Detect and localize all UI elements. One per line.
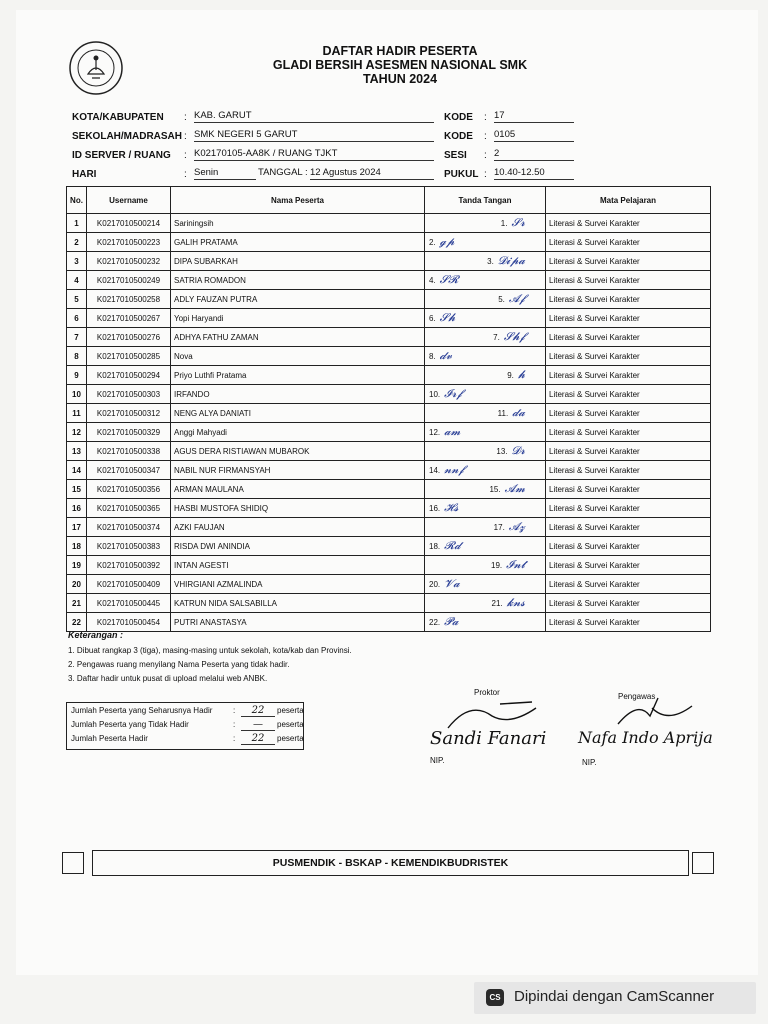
row-signature-mark: 𝓴𝓷𝓼 [506,596,525,609]
row-signature-cell [425,613,546,632]
sekolah-value: SMK NEGERI 5 GARUT [194,129,434,142]
row-username: K0217010500347 [87,461,171,480]
keterangan-title: Keterangan : [68,630,124,640]
row-signature-mark: 𝓢𝓻 [511,216,525,229]
row-signature-cell [425,214,546,233]
row-nama: DIPA SUBARKAH [171,252,425,271]
row-nama: KATRUN NIDA SALSABILLA [171,594,425,613]
row-nama: AZKI FAUJAN [171,518,425,537]
row-no: 17 [67,518,87,537]
row-signature-wrap [429,577,541,591]
sesi-value: 2 [494,148,574,161]
row-signature-wrap [429,615,541,629]
row-username: K0217010500214 [87,214,171,233]
colon: : [184,150,187,161]
table-row [67,499,711,518]
tidak-hadir-value: — [241,719,275,731]
row-signature-wrap [429,406,541,420]
footer-left-square [62,852,84,874]
row-signature-cell [425,328,546,347]
row-no: 11 [67,404,87,423]
row-signature-mark: 𝓰𝓹 [439,235,455,248]
row-signature-cell [425,442,546,461]
table-row [67,480,711,499]
table-header-row [67,187,711,214]
camscanner-watermark [474,982,756,1014]
table-row [67,537,711,556]
row-signature-wrap [429,539,541,553]
kode2-label: KODE [444,131,473,142]
row-username: K0217010500338 [87,442,171,461]
row-signature-number: 22. [429,618,441,627]
colon: : [233,720,236,729]
colon: : [484,169,487,180]
row-no: 4 [67,271,87,290]
row-signature-cell [425,404,546,423]
row-no: 22 [67,613,87,632]
table-row [67,309,711,328]
row-nama: Yopi Haryandi [171,309,425,328]
row-no: 19 [67,556,87,575]
row-nama: RISDA DWI ANINDIA [171,537,425,556]
attendance-count-box [66,702,304,750]
kota-label: KOTA/KABUPATEN [72,112,164,123]
row-mata-pelajaran: Literasi & Survei Karakter [546,404,711,423]
tut-wuri-handayani-logo [68,40,124,96]
row-signature-number: 7. [493,333,500,342]
row-signature-wrap [429,368,541,382]
row-mata-pelajaran: Literasi & Survei Karakter [546,613,711,632]
row-mata-pelajaran: Literasi & Survei Karakter [546,347,711,366]
row-username: K0217010500329 [87,423,171,442]
row-signature-wrap [429,444,541,458]
footer-right-square [692,852,714,874]
unit-label: peserta [277,720,304,729]
row-signature-mark: 𝓢𝓱 [439,311,456,324]
row-signature-number: 5. [498,295,505,304]
row-mata-pelajaran: Literasi & Survei Karakter [546,594,711,613]
row-signature-wrap [429,349,541,363]
row-signature-mark: 𝓭𝓪 [512,406,525,419]
row-signature-wrap [429,501,541,515]
row-signature-cell [425,309,546,328]
table-row [67,290,711,309]
hadir-value: 22 [241,733,275,745]
row-signature-cell [425,271,546,290]
row-signature-mark: 𝓡𝓭 [444,539,461,552]
row-no: 14 [67,461,87,480]
pukul-value: 10.40-12.50 [494,167,574,180]
table-row [67,328,711,347]
row-signature-number: 10. [429,390,441,399]
keterangan-item: 1. Dibuat rangkap 3 (tiga), masing-masing untuk sekolah, kota/kab dan Provinsi. [68,646,352,655]
table-row [67,556,711,575]
tanggal-label: TANGGAL : [258,167,308,178]
unit-label: peserta [277,734,304,743]
row-username: K0217010500258 [87,290,171,309]
row-signature-number: 2. [429,238,436,247]
colon: : [233,706,236,715]
row-signature-cell [425,461,546,480]
row-nama: PUTRI ANASTASYA [171,613,425,632]
row-signature-number: 3. [487,257,494,266]
row-signature-wrap [429,254,541,268]
row-no: 7 [67,328,87,347]
table-row [67,575,711,594]
nip-label-pengawas: NIP. [582,758,597,767]
row-signature-number: 16. [429,504,441,513]
row-signature-cell [425,233,546,252]
row-signature-number: 1. [500,219,508,228]
row-nama: Priyo Luthfi Pratama [171,366,425,385]
row-signature-number: 14. [429,466,441,475]
row-signature-number: 19. [491,561,503,570]
row-signature-cell [425,575,546,594]
row-nama: INTAN AGESTI [171,556,425,575]
table-row [67,385,711,404]
table-row [67,233,711,252]
row-signature-mark: 𝓪𝓶 [444,425,461,438]
row-no: 13 [67,442,87,461]
unit-label: peserta [277,706,304,715]
row-no: 15 [67,480,87,499]
sekolah-label: SEKOLAH/MADRASAH [72,131,182,142]
row-mata-pelajaran: Literasi & Survei Karakter [546,423,711,442]
tanggal-value: 12 Agustus 2024 [310,167,434,180]
row-nama: ADHYA FATHU ZAMAN [171,328,425,347]
row-signature-mark: 𝓐𝓯 [508,292,525,305]
row-signature-cell [425,594,546,613]
hari-label: HARI [72,169,97,180]
row-username: K0217010500223 [87,233,171,252]
row-mata-pelajaran: Literasi & Survei Karakter [546,480,711,499]
row-username: K0217010500409 [87,575,171,594]
colon: : [184,131,187,142]
row-signature-number: 4. [429,276,436,285]
row-signature-wrap [429,463,541,477]
table-row [67,271,711,290]
row-signature-number: 17. [493,523,505,532]
pengawas-signature-stroke [608,694,698,730]
row-signature-mark: 𝓭𝓿 [439,349,452,362]
col-header-username: Username [87,187,171,214]
row-signature-number: 12. [429,428,441,437]
row-signature-wrap [429,558,541,572]
row-nama: NABIL NUR FIRMANSYAH [171,461,425,480]
attendance-table [66,186,711,632]
row-signature-mark: 𝓟𝓪 [444,615,459,628]
tidak-hadir-label: Jumlah Peserta yang Tidak Hadir [71,720,189,729]
row-signature-wrap [429,330,541,344]
hadir-label: Jumlah Peserta Hadir [71,734,148,743]
row-signature-mark: 𝓱 [517,368,525,381]
row-nama: Anggi Mahyadi [171,423,425,442]
table-row [67,347,711,366]
row-mata-pelajaran: Literasi & Survei Karakter [546,290,711,309]
table-row [67,613,711,632]
row-username: K0217010500392 [87,556,171,575]
camscanner-text: Dipindai dengan CamScanner [514,988,715,1005]
row-no: 8 [67,347,87,366]
row-no: 16 [67,499,87,518]
doc-title-line2: GLADI BERSIH ASESMEN NASIONAL SMK [272,58,528,72]
row-signature-number: 20. [429,580,441,589]
row-nama: HASBI MUSTOFA SHIDIQ [171,499,425,518]
row-signature-cell [425,537,546,556]
colon: : [484,112,487,123]
server-label: ID SERVER / RUANG [72,150,171,161]
kota-value: KAB. GARUT [194,110,434,123]
row-no: 18 [67,537,87,556]
row-signature-number: 8. [429,352,436,361]
row-no: 20 [67,575,87,594]
row-signature-cell [425,290,546,309]
row-signature-number: 18. [429,542,441,551]
table-row [67,404,711,423]
colon: : [233,734,236,743]
row-mata-pelajaran: Literasi & Survei Karakter [546,442,711,461]
table-row [67,252,711,271]
row-signature-wrap [429,520,541,534]
row-username: K0217010500374 [87,518,171,537]
proktor-label: Proktor [474,688,500,697]
row-username: K0217010500312 [87,404,171,423]
row-signature-wrap [429,482,541,496]
pengawas-name: Nafa Indo Aprija [578,728,713,747]
sesi-label: SESI [444,150,467,161]
row-nama: ARMAN MAULANA [171,480,425,499]
row-signature-number: 11. [497,409,509,418]
col-header-no: No. [67,187,87,214]
table-row [67,442,711,461]
row-mata-pelajaran: Literasi & Survei Karakter [546,214,711,233]
row-username: K0217010500276 [87,328,171,347]
row-signature-number: 21. [491,599,503,608]
row-signature-number: 13. [496,447,508,456]
row-signature-mark: 𝓐𝔃 [508,520,525,533]
doc-title-line3: TAHUN 2024 [362,72,438,86]
row-username: K0217010500267 [87,309,171,328]
row-username: K0217010500249 [87,271,171,290]
row-mata-pelajaran: Literasi & Survei Karakter [546,385,711,404]
row-signature-wrap [429,292,541,306]
row-no: 12 [67,423,87,442]
row-signature-mark: 𝓢𝓡 [439,273,459,286]
row-signature-number: 15. [489,485,501,494]
row-username: K0217010500285 [87,347,171,366]
row-signature-cell [425,499,546,518]
row-username: K0217010500365 [87,499,171,518]
row-nama: Nova [171,347,425,366]
doc-title-line1: DAFTAR HADIR PESERTA [322,44,478,58]
row-signature-mark: 𝓗𝓼 [444,501,459,514]
row-nama: ADLY FAUZAN PUTRA [171,290,425,309]
seharusnya-label: Jumlah Peserta yang Seharusnya Hadir [71,706,213,715]
kode1-label: KODE [444,112,473,123]
row-mata-pelajaran: Literasi & Survei Karakter [546,537,711,556]
table-row [67,214,711,233]
row-nama: IRFANDO [171,385,425,404]
row-signature-mark: 𝓥𝓪 [444,577,460,590]
row-signature-cell [425,366,546,385]
pengawas-label: Pengawas [618,692,656,701]
row-no: 3 [67,252,87,271]
table-row [67,518,711,537]
row-nama: VHIRGIANI AZMALINDA [171,575,425,594]
colon: : [184,169,187,180]
row-mata-pelajaran: Literasi & Survei Karakter [546,461,711,480]
row-signature-cell [425,480,546,499]
hari-value: Senin [194,167,256,180]
row-mata-pelajaran: Literasi & Survei Karakter [546,518,711,537]
row-signature-wrap [429,425,541,439]
row-no: 2 [67,233,87,252]
col-header-mata-pelajaran: Mata Pelajaran [546,187,711,214]
row-nama: Sariningsih [171,214,425,233]
row-signature-number: 9. [507,371,514,380]
row-no: 6 [67,309,87,328]
row-no: 9 [67,366,87,385]
table-row [67,423,711,442]
row-no: 5 [67,290,87,309]
row-username: K0217010500303 [87,385,171,404]
row-signature-cell [425,252,546,271]
row-username: K0217010500232 [87,252,171,271]
row-mata-pelajaran: Literasi & Survei Karakter [546,309,711,328]
row-mata-pelajaran: Literasi & Survei Karakter [546,252,711,271]
row-signature-wrap [429,387,541,401]
nip-label-proktor: NIP. [430,756,445,765]
table-row [67,461,711,480]
row-signature-mark: 𝓢𝓱𝓯 [503,330,525,343]
row-signature-cell [425,556,546,575]
row-mata-pelajaran: Literasi & Survei Karakter [546,271,711,290]
row-signature-wrap [429,235,541,249]
row-signature-mark: 𝓘𝓷𝓽 [506,558,525,571]
row-signature-cell [425,385,546,404]
row-mata-pelajaran: Literasi & Survei Karakter [546,328,711,347]
row-signature-wrap [429,273,541,287]
row-mata-pelajaran: Literasi & Survei Karakter [546,556,711,575]
footer-bar: PUSMENDIK - BSKAP - KEMENDIKBUDRISTEK [92,850,689,876]
row-signature-mark: 𝓐𝓶 [504,482,525,495]
row-nama: NENG ALYA DANIATI [171,404,425,423]
row-username: K0217010500383 [87,537,171,556]
keterangan-item: 3. Daftar hadir untuk pusat di upload melalui web ANBK. [68,674,268,683]
col-header-nama: Nama Peserta [171,187,425,214]
row-nama: SATRIA ROMADON [171,271,425,290]
row-username: K0217010500294 [87,366,171,385]
server-value: K02170105-AA8K / RUANG TJKT [194,148,434,161]
row-mata-pelajaran: Literasi & Survei Karakter [546,233,711,252]
colon: : [184,112,187,123]
pukul-label: PUKUL [444,169,479,180]
row-username: K0217010500445 [87,594,171,613]
row-signature-mark: 𝓘𝓻𝓯 [444,387,463,400]
row-mata-pelajaran: Literasi & Survei Karakter [546,575,711,594]
colon: : [484,150,487,161]
row-signature-mark: 𝓷𝓷𝓯 [444,463,465,476]
row-no: 10 [67,385,87,404]
row-signature-cell [425,518,546,537]
kode1-value: 17 [494,110,574,123]
row-nama: GALIH PRATAMA [171,233,425,252]
table-row [67,366,711,385]
row-signature-wrap [429,311,541,325]
row-username: K0217010500356 [87,480,171,499]
row-username: K0217010500454 [87,613,171,632]
proktor-name: Sandi Fanari [430,728,547,749]
col-header-tanda-tangan: Tanda Tangan [425,187,546,214]
row-no: 1 [67,214,87,233]
colon: : [484,131,487,142]
kode2-value: 0105 [494,129,574,142]
row-mata-pelajaran: Literasi & Survei Karakter [546,366,711,385]
table-row [67,594,711,613]
row-signature-mark: 𝓓𝓻 [511,444,525,457]
camscanner-logo-icon: CS [486,989,504,1006]
row-signature-wrap [429,596,541,610]
keterangan-item: 2. Pengawas ruang menyilang Nama Peserta yang tidak hadir. [68,660,290,669]
row-signature-mark: 𝓓𝓲𝓹𝓪 [497,254,525,267]
row-nama: AGUS DERA RISTIAWAN MUBAROK [171,442,425,461]
row-signature-wrap [429,216,541,230]
row-signature-cell [425,347,546,366]
row-signature-cell [425,423,546,442]
row-mata-pelajaran: Literasi & Survei Karakter [546,499,711,518]
row-signature-number: 6. [429,314,436,323]
row-no: 21 [67,594,87,613]
seharusnya-value: 22 [241,705,275,717]
